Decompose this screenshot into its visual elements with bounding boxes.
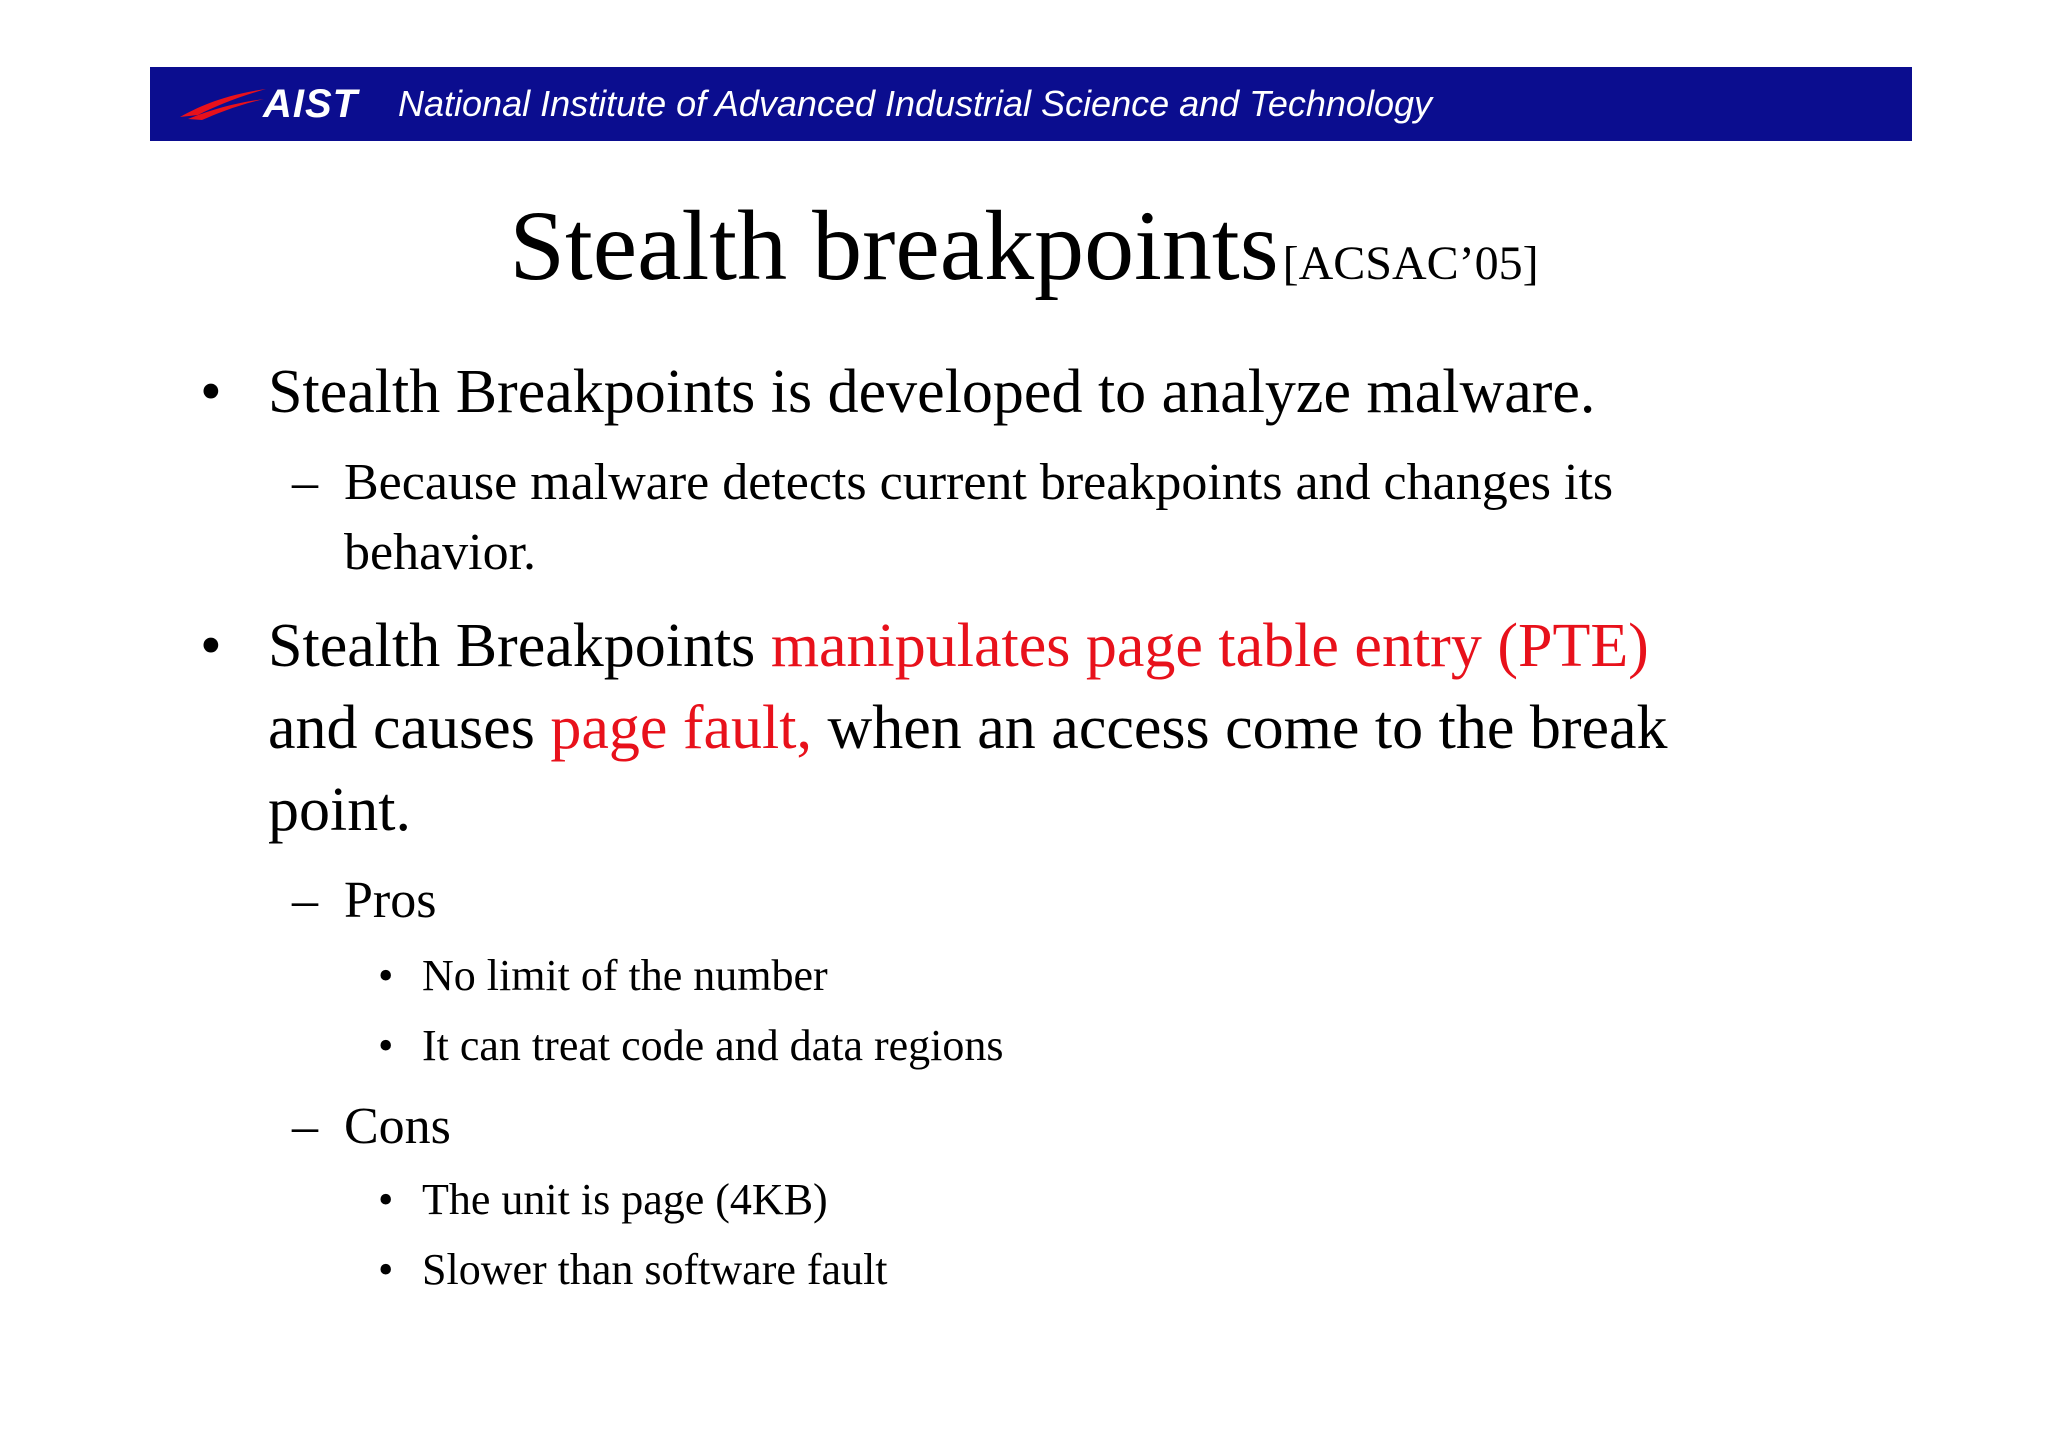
bullet-2-line-2 (268, 688, 1668, 768)
bullet-1-sub-line-2: behavior. (344, 524, 537, 581)
cons-item-2: Slower than software fault (422, 1245, 888, 1294)
bullet-2-line-3: point. (268, 776, 411, 844)
bullet-mark: • (378, 1021, 394, 1070)
title-main: Stealth breakpoints (509, 190, 1279, 301)
bullet-2-line-1 (268, 606, 1649, 686)
bullet-2-line-2-plain-b: when an access come to the break (812, 694, 1668, 762)
aist-logo (178, 79, 378, 129)
bullet-mark: • (378, 1175, 394, 1224)
cons-item-1: The unit is page (4KB) (422, 1175, 828, 1224)
institute-name: National Institute of Advanced Industrial Science and Technology (398, 83, 1432, 124)
bullet-mark: • (200, 612, 222, 680)
logo-text: AIST (263, 82, 359, 126)
cons-label: Cons (344, 1098, 451, 1155)
bullet-1-sub-line-1: Because malware detects current breakpoints and changes its (344, 454, 1614, 511)
bullet-2-line-2-plain-a: and causes (268, 694, 551, 762)
pros-label: Pros (344, 872, 437, 929)
aist-swoosh-icon (178, 83, 268, 123)
header-bar (150, 67, 1912, 141)
slide-title (0, 186, 2048, 306)
pros-item-1: No limit of the number (422, 951, 828, 1000)
bullet-2-line-1-highlight: manipulates page table entry (PTE) (770, 612, 1649, 680)
pros-item-2: It can treat code and data regions (422, 1021, 1004, 1070)
bullet-mark: • (200, 358, 222, 426)
title-citation: [ACSAC’05] (1282, 237, 1539, 290)
bullet-1-text: Stealth Breakpoints is developed to analyze malware. (268, 358, 1596, 426)
bullet-2-line-2-highlight: page fault, (550, 694, 812, 762)
dash-mark: – (292, 872, 318, 929)
dash-mark: – (292, 454, 318, 511)
bullet-mark: • (378, 951, 394, 1000)
bullet-2-line-1-plain: Stealth Breakpoints (268, 612, 771, 680)
bullet-mark: • (378, 1245, 394, 1294)
dash-mark: – (292, 1098, 318, 1155)
